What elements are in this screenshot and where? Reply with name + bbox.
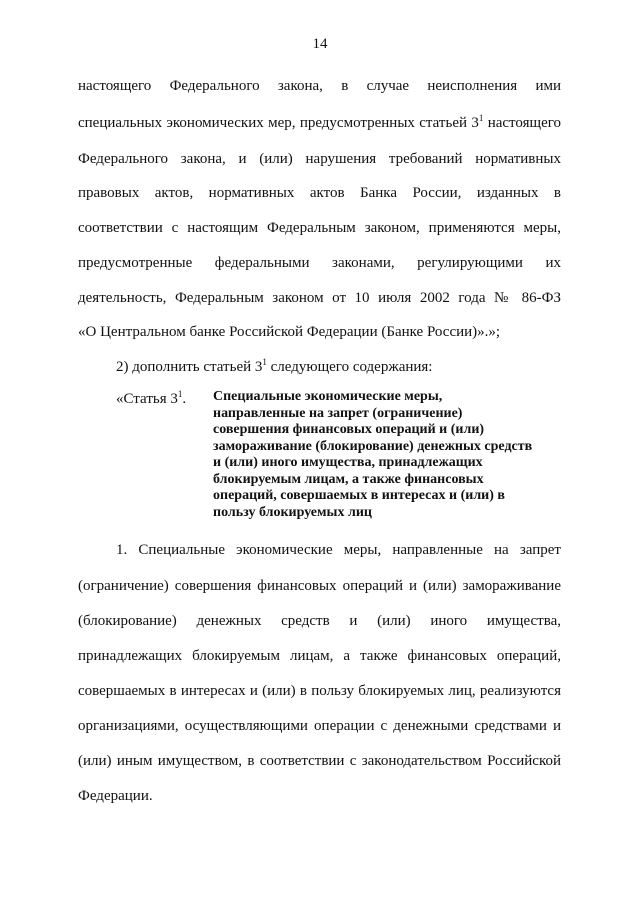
text-line: Федерального закона, и (или) нарушения требований нормативных xyxy=(78,151,561,167)
article-title-line: операций, совершаемых в интересах и (или) в xyxy=(213,488,505,503)
article-title-line: блокируемым лицам, а также финансовых xyxy=(213,471,484,487)
text-line: предусмотренные федеральными законами, регулирующими их xyxy=(78,255,561,271)
text-line: деятельность, Федеральным законом от 10 июля 2002 года № 86-ФЗ xyxy=(78,290,561,306)
article-title-line: Специальные экономические меры, xyxy=(213,389,443,404)
text-line: Федерации. xyxy=(78,788,153,804)
text-line: 1. Специальные экономические меры, направленные на запрет xyxy=(116,542,561,558)
article-title-line: замораживание (блокирование) денежных средств xyxy=(213,438,533,454)
text-line: (ограничение) совершения финансовых операций и (или) замораживание xyxy=(78,578,561,594)
article-label: «Статья $3^1$. xyxy=(116,389,187,407)
article-title-line: направленные на запрет (ограничение) xyxy=(213,405,463,421)
page-number: 14 xyxy=(312,36,328,52)
article-title-line: и (или) иного имущества, принадлежащих xyxy=(213,455,483,470)
text-line: совершаемых в интересах и (или) в пользу блокируемых лиц, реализуются xyxy=(78,683,561,699)
text-line: специальных экономических мер, предусмотренных статьей $3^1$ настоящего xyxy=(78,113,562,131)
text-line: соответствии с настоящим Федеральным законом, применяются меры, xyxy=(78,220,561,236)
text-line: (или) иным имуществом, в соответствии с законодательством Российской xyxy=(78,753,561,769)
article-title-line: пользу блокируемых лиц xyxy=(213,504,372,520)
text-line: правовых актов, нормативных актов Банка России, изданных в xyxy=(78,185,561,201)
article-title xyxy=(213,389,573,521)
text-line: «О Центральном банке Российской Федерации (Банке России)».»; xyxy=(78,324,501,340)
article-title-line: совершения финансовых операций и (или) xyxy=(213,422,485,437)
text-line: принадлежащих блокируемым лицам, а также финансовых операций, xyxy=(78,648,561,664)
text-line: настоящего Федерального закона, в случае неисполнения ими xyxy=(78,78,561,94)
text-line: организациями, осуществляющими операции с денежными средствами и xyxy=(78,718,561,734)
text-line: (блокирование) денежных средств и (или) иного имущества, xyxy=(78,613,561,629)
list-item-2: 2) дополнить статьей $3^1$ следующего содержания: xyxy=(116,357,433,375)
